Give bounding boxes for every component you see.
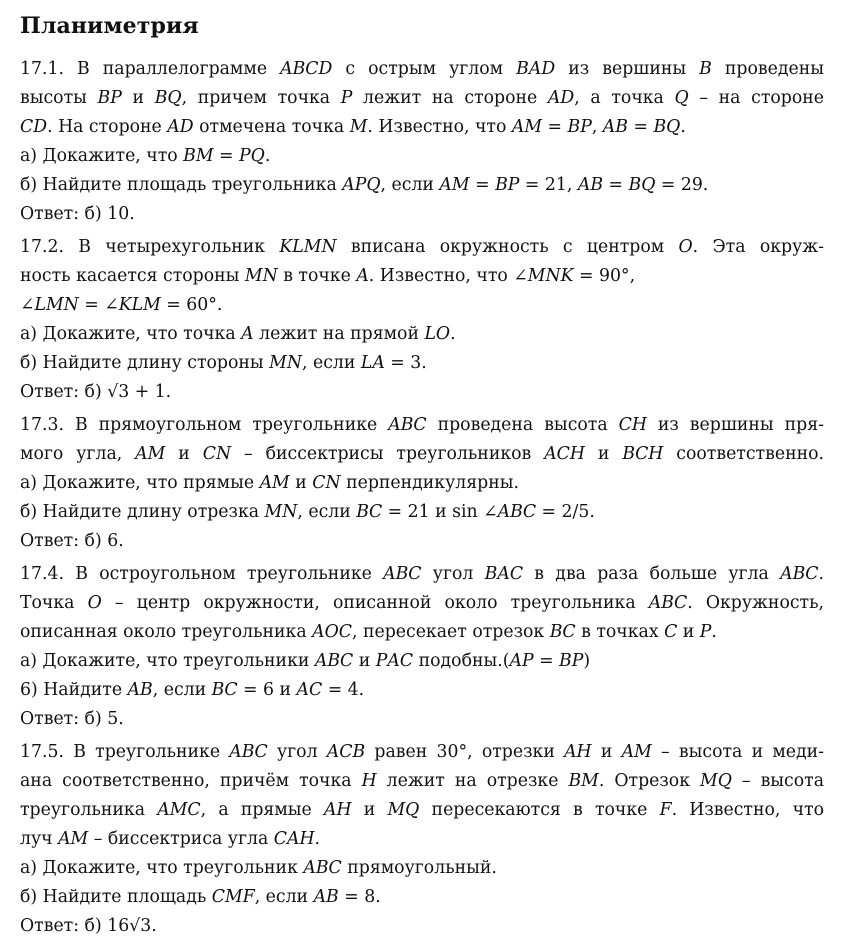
- problem-line: описанная около треугольника 𝐴𝑂𝐶, пересекает отрезок 𝐵𝐶 в точках 𝐶 и 𝑃.: [20, 622, 717, 642]
- problem-line: 17.4. В остроугольном треугольнике 𝐴𝐵𝐶 угол 𝐵𝐴𝐶 в два раза больше угла 𝐴𝐵𝐶.: [20, 564, 824, 584]
- problem-line: ность касается стороны 𝑀𝑁 в точке 𝐴. Известно, что ∠𝑀𝑁𝐾 = 90°,: [20, 266, 636, 286]
- problem-part-a: а) Докажите, что 𝐵𝑀 = 𝑃𝑄.: [20, 146, 271, 166]
- problem-line: 𝐶𝐷. На стороне 𝐴𝐷 отмечена точка 𝑀. Известно, что 𝐴𝑀 = 𝐵𝑃, 𝐴𝐵 = 𝐵𝑄.: [20, 117, 686, 137]
- problem-part-b: б) Найдите длину стороны 𝑀𝑁, если 𝐿𝐴 = 3.: [20, 353, 427, 373]
- problem-17-3: [20, 411, 824, 556]
- problem-part-b: 6) Найдите 𝐴𝐵, если 𝐵𝐶 = 6 и 𝐴𝐶 = 4.: [20, 680, 365, 700]
- document-title: Планиметрия: [20, 13, 199, 39]
- problem-part-a: а) Докажите, что треугольники 𝐴𝐵𝐶 и 𝑃𝐴𝐶 подобны.(𝐴𝑃 = 𝐵𝑃): [20, 651, 591, 671]
- problem-line: Точка 𝑂 – центр окружности, описанной около треугольника 𝐴𝐵𝐶. Окружность,: [20, 593, 824, 613]
- problem-part-a: а) Докажите, что точка 𝐴 лежит на прямой 𝐿𝑂.: [20, 324, 456, 344]
- problem-17-2: [20, 233, 824, 407]
- problem-line: 17.1. В параллелограмме 𝐴𝐵𝐶𝐷 с острым углом 𝐵𝐴𝐷 из вершины 𝐵 проведены: [20, 59, 824, 79]
- problem-part-b: б) Найдите длину отрезка 𝑀𝑁, если 𝐵𝐶 = 21 и sin ∠𝐴𝐵𝐶 = 2/5.: [20, 502, 595, 522]
- problem-answer: Ответ: б) √3 + 1.: [20, 382, 172, 402]
- problem-part-b: б) Найдите площадь треугольника 𝐴𝑃𝑄, если 𝐴𝑀 = 𝐵𝑃 = 21, 𝐴𝐵 = 𝐵𝑄 = 29.: [20, 175, 709, 195]
- problem-17-1: [20, 55, 824, 229]
- problem-line: высоты 𝐵𝑃 и 𝐵𝑄, причем точка 𝑃 лежит на стороне 𝐴𝐷, а точка 𝑄 – на стороне: [20, 88, 824, 108]
- problem-line: ана соответственно, причём точка 𝐻 лежит на отрезке 𝐵𝑀. Отрезок 𝑀𝑄 – высота: [20, 771, 824, 791]
- problem-line: луч 𝐴𝑀 – биссектриса угла 𝐶𝐴𝐻.: [20, 829, 321, 849]
- problem-line: 17.3. В прямоугольном треугольнике 𝐴𝐵𝐶 проведена высота 𝐶𝐻 из вершины пря-: [20, 415, 824, 435]
- problem-line: 17.5. В треугольнике 𝐴𝐵𝐶 угол 𝐴𝐶𝐵 равен 30°, отрезки 𝐴𝐻 и 𝐴𝑀 – высота и меди-: [20, 742, 824, 762]
- problem-17-5: [20, 738, 824, 941]
- problem-17-4: [20, 560, 824, 734]
- problem-answer: Ответ: б) 5.: [20, 709, 124, 729]
- problem-part-a: а) Докажите, что треугольник 𝐴𝐵𝐶 прямоугольный.: [20, 858, 497, 878]
- problem-answer: Ответ: б) 16√3.: [20, 916, 157, 936]
- problem-part-a: а) Докажите, что прямые 𝐴𝑀 и 𝐶𝑁 перпендикулярны.: [20, 473, 519, 493]
- problem-line: 17.2. В четырехугольник 𝐾𝐿𝑀𝑁 вписана окружность с центром 𝑂. Эта окруж-: [20, 237, 824, 257]
- problem-line: ∠𝐿𝑀𝑁 = ∠𝐾𝐿𝑀 = 60°.: [20, 295, 223, 315]
- problem-answer: Ответ: б) 6.: [20, 531, 124, 551]
- problem-answer: Ответ: б) 10.: [20, 204, 135, 224]
- problem-line: треугольника 𝐴𝑀𝐶, а прямые 𝐴𝐻 и 𝑀𝑄 пересекаются в точке 𝐹. Известно, что: [20, 800, 824, 820]
- problem-part-b: б) Найдите площадь 𝐶𝑀𝐹, если 𝐴𝐵 = 8.: [20, 887, 381, 907]
- problem-line: мого угла, 𝐴𝑀 и 𝐶𝑁 – биссектрисы треугольников 𝐴𝐶𝐻 и 𝐵𝐶𝐻 соответственно.: [20, 444, 824, 464]
